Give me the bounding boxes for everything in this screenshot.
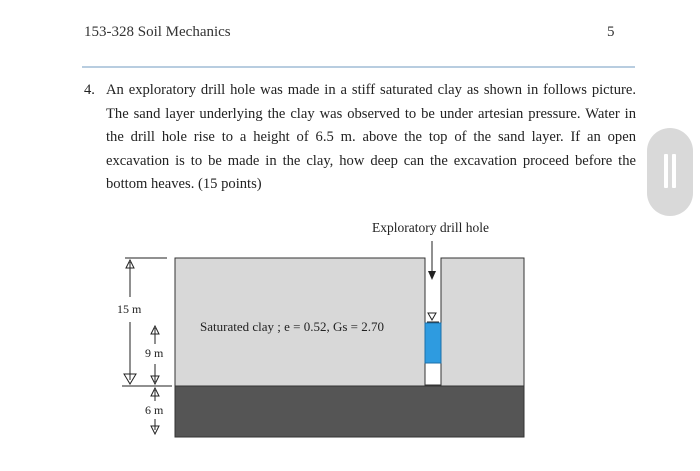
dim-15m-label: 15 m [117, 302, 142, 316]
question-number: 4. [84, 82, 95, 98]
dim-9m-label: 9 m [145, 346, 164, 360]
scroll-handle-grip-right [672, 154, 676, 188]
course-title: 153-328 Soil Mechanics [84, 24, 231, 40]
drill-hole-water [425, 323, 441, 363]
clay-properties-label: Saturated clay ; e = 0.52, Gs = 2.70 [200, 319, 384, 334]
page-number: 5 [607, 24, 615, 40]
dim-6m-label: 6 m [145, 403, 164, 417]
scroll-handle-grip-left [664, 154, 668, 188]
drill-hole-arrowhead [428, 271, 436, 280]
sand-layer [175, 386, 524, 437]
question-text: An exploratory drill hole was made in a stiff saturated clay as shown in follows picture. The sand layer underlying the clay was observed to be under artesian pressure. Water in the drill hole rise to a height of 6.5 m. above the top of the sand layer. If an open excavation is to be made in the clay, how deep can the excavation proceed before the bottom heaves. (15 points) [106, 82, 636, 192]
water-level-triangle-icon [428, 313, 436, 320]
scroll-handle-icon[interactable] [647, 128, 693, 216]
drill-hole-label: Exploratory drill hole [372, 220, 489, 235]
